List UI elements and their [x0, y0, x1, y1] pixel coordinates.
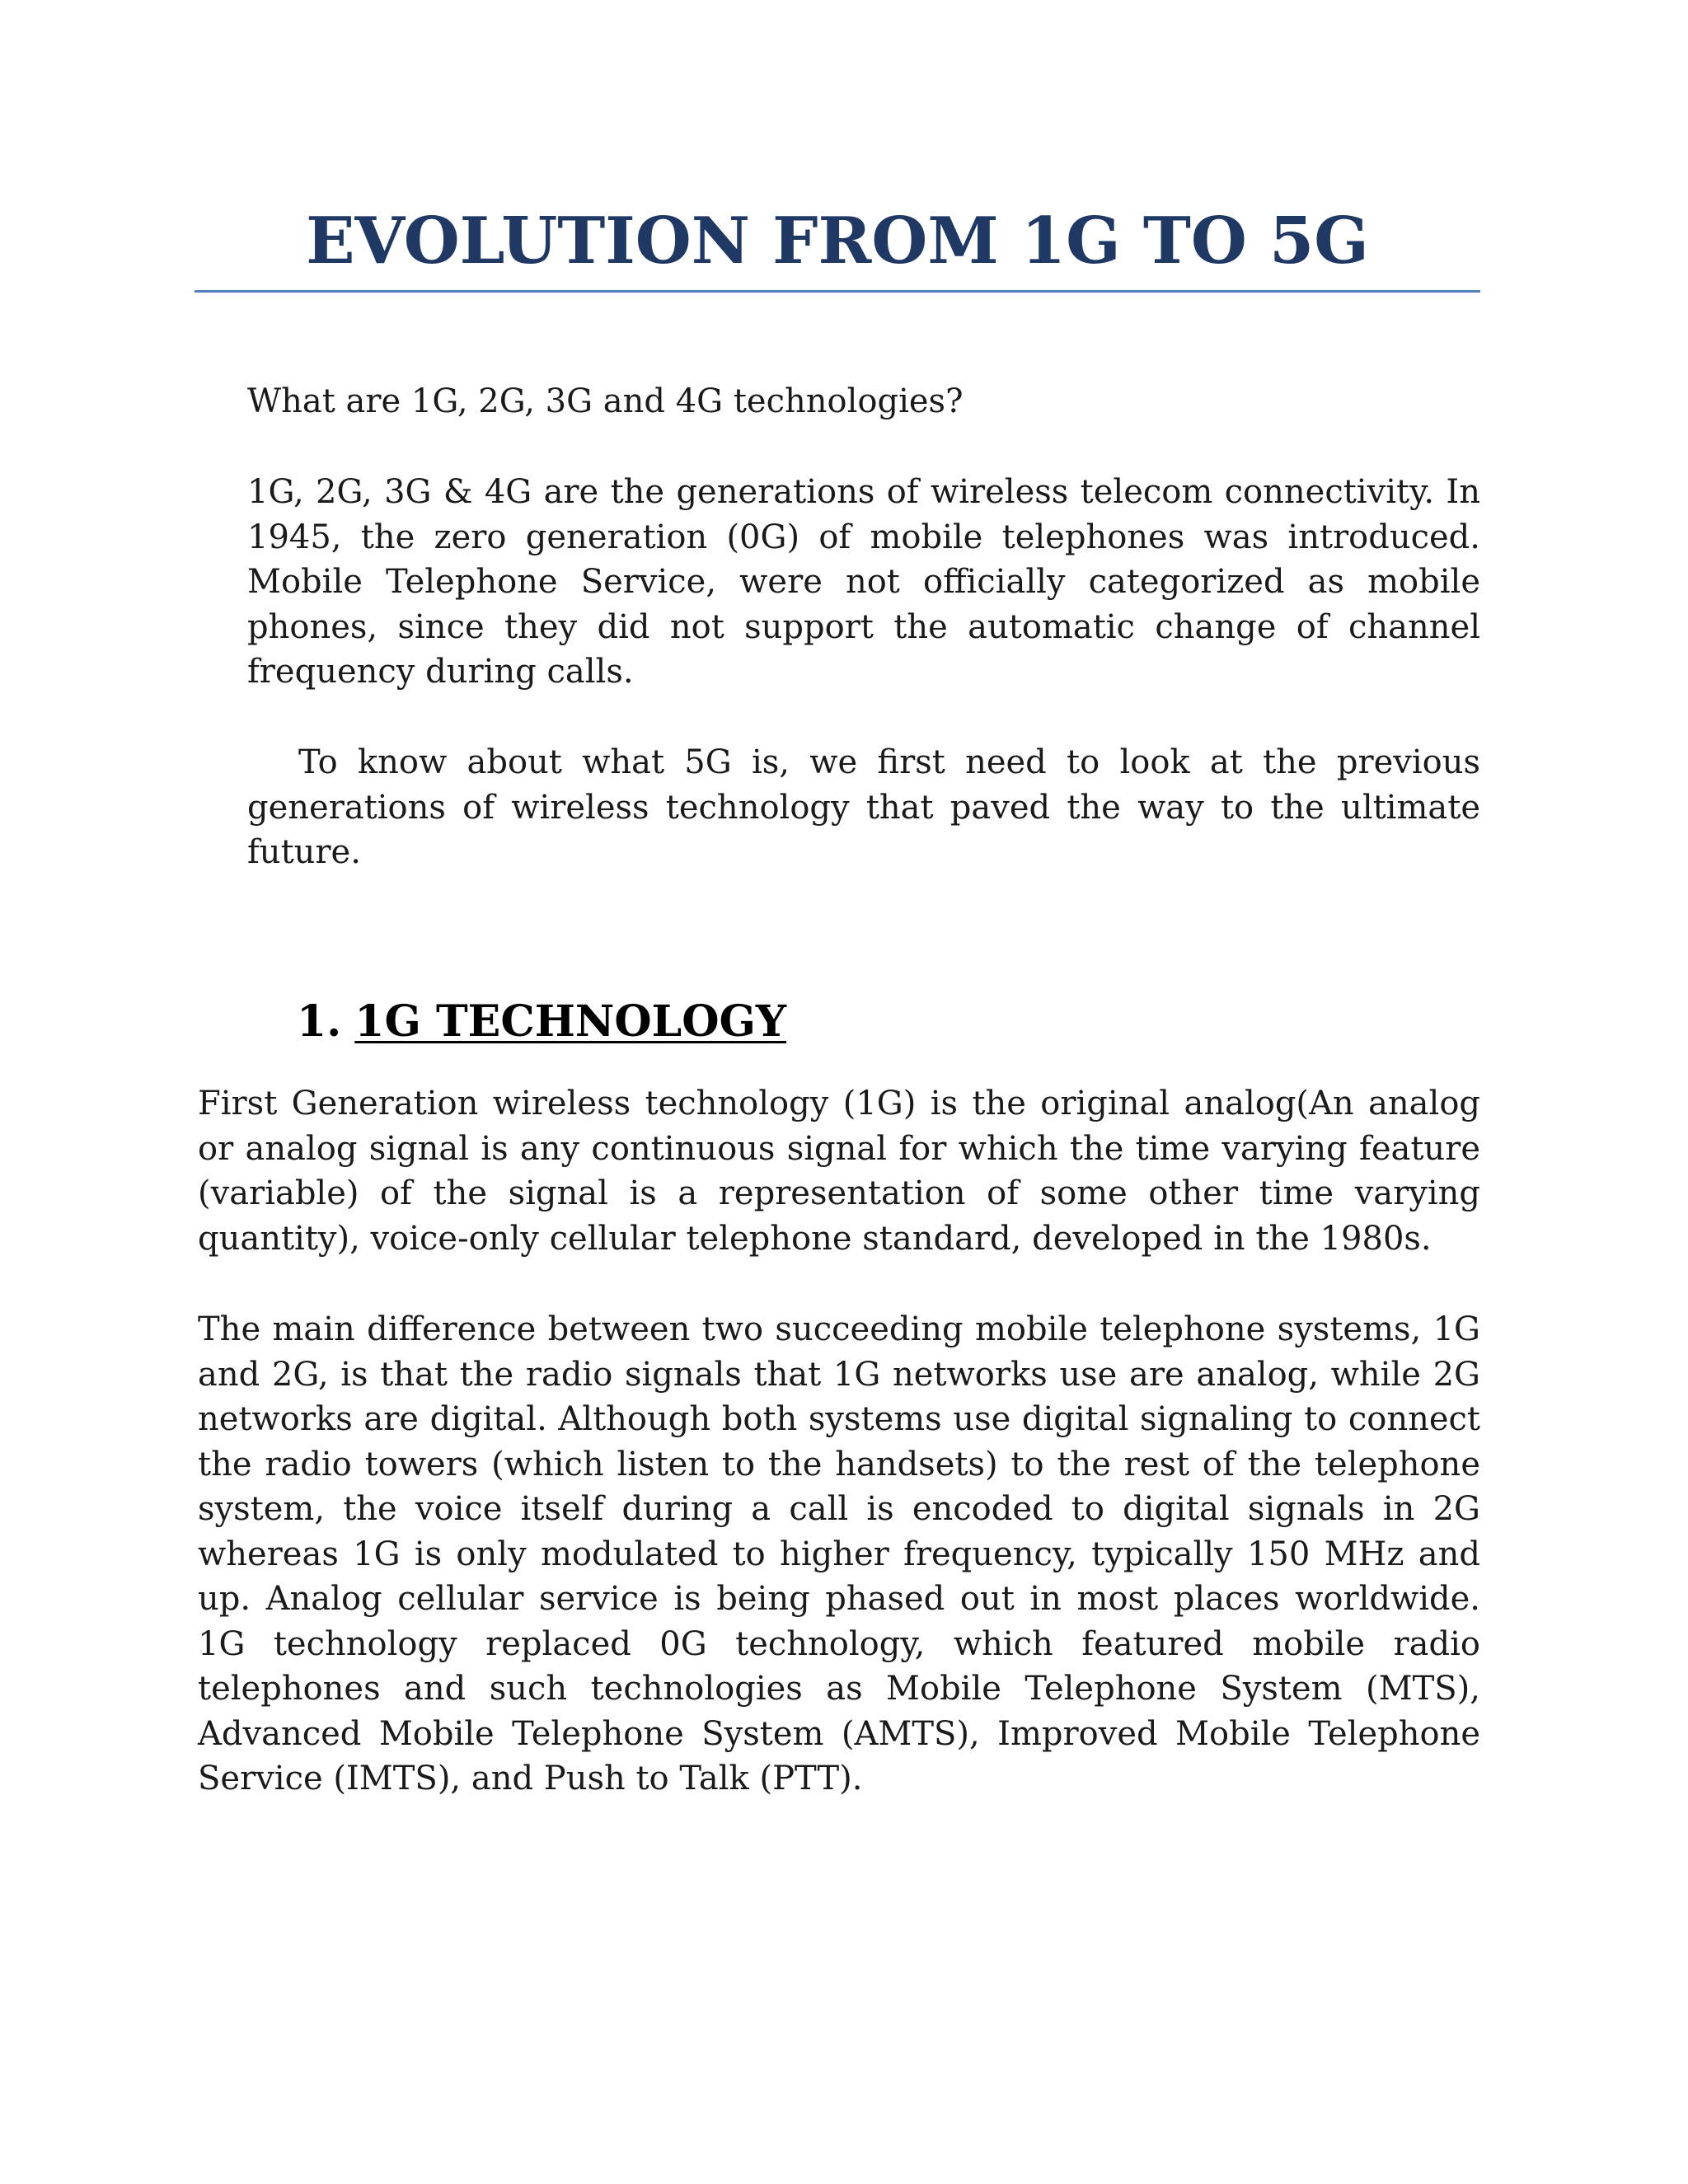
section-1-paragraph-1: First Generation wireless technology (1G) is the original analog(An analog or analog signal is any continuous signal for which the time varying feature (variable) of the signal is a representation of some other time varying quantity), voice-only cellular telephone standard, developed in the 1980s. [198, 1085, 1480, 1258]
section-1-heading [297, 993, 786, 1051]
section-1-paragraph-2: The main difference between two succeeding mobile telephone systems, 1G and 2G, is that the radio signals that 1G networks use are analog, while 2G networks are digital. Although both systems use digital signaling to connect the radio towers (which listen to the handsets) to the rest of the telephone system, the voice itself during a call is encoded to digital signals in 2G whereas 1G is only modulated to higher frequency, typically 150 MHz and up. Analog cellular service is being phased out in most places worldwide. 1G technology replaced 0G technology, which featured mobile radio telephones and such technologies as Mobile Telephone System (MTS), Advanced Mobile Telephone System (AMTS), Improved Mobile Telephone Service (IMTS), and Push to Talk (PTT). [198, 1310, 1480, 1797]
section-1-heading-label: 1G TECHNOLOGY [354, 996, 787, 1047]
section-1-number: 1. [297, 996, 342, 1047]
know-about-5g-paragraph: To know about what 5G is, we first need to look at the previous generations of wireless technology that paved the way to the ultimate future. [247, 743, 1480, 871]
question-paragraph: What are 1G, 2G, 3G and 4G technologies? [247, 382, 964, 420]
document-title: EVOLUTION FROM 1G TO 5G [306, 204, 1369, 279]
intro-paragraph: 1G, 2G, 3G & 4G are the generations of wireless telecom connectivity. In 1945, the zero generation (0G) of mobile telephones was introduced. Mobile Telephone Service, were not officially categorized as mobile phones, since they did not support the automatic change of channel frequency during calls. [247, 473, 1480, 691]
title-underline-rule [195, 290, 1480, 293]
